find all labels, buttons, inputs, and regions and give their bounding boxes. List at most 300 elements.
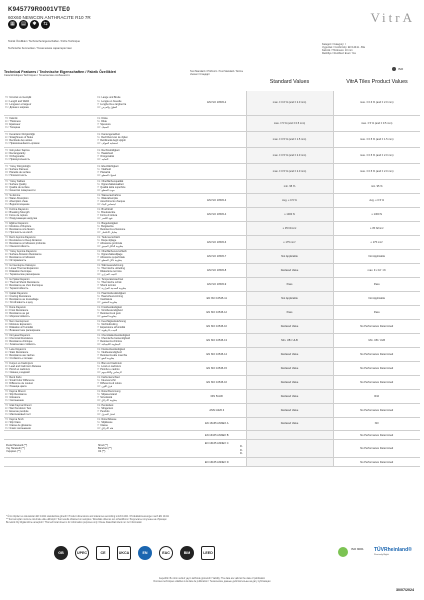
property-text: Kalınlık [9, 116, 18, 120]
language-code: FR [5, 423, 9, 427]
property-names-primary [4, 458, 96, 467]
table-row [4, 319, 420, 333]
language-code: FR [5, 368, 9, 371]
property-text: Slipklasse [101, 420, 113, 424]
property-name [97, 245, 187, 248]
property-text: Frost Resistance [9, 308, 29, 312]
property-text: Pedal Hareketli (**) [6, 444, 28, 447]
property-text: Qualità della superficie [100, 186, 126, 189]
property-text: Orthogonalité [9, 155, 25, 158]
property-text: Slip Class [9, 420, 21, 424]
property-names-secondary [96, 375, 188, 389]
property-text: Износостойкость [9, 245, 30, 249]
property-text: Su Emme [9, 193, 21, 197]
property-text: Морозостойкость [9, 315, 30, 319]
language-code: IT [97, 228, 100, 231]
table-row [4, 440, 420, 458]
property-text: فئة الانزلاق [101, 427, 114, 431]
cert-badge-ukca: UKCA [117, 546, 131, 560]
vitra-value: max. ± 5 % (and ± 0.5 mm) [333, 115, 420, 131]
language-code: EN [5, 322, 9, 326]
property-name [5, 329, 95, 332]
language-code: TR [5, 148, 9, 152]
language-code: AR [97, 231, 101, 235]
property-text: Frostbeständigkeit [101, 305, 122, 309]
language-code: IT [97, 155, 100, 158]
property-text: مقاومة تآكل السطح [101, 259, 123, 263]
standard-value: Declared Value [246, 263, 333, 277]
language-code: DE [97, 148, 101, 152]
test-standard: EN ISO 10545-3 [188, 193, 246, 207]
language-code: NL [97, 266, 101, 270]
property-text: Résistance au gel [9, 312, 30, 315]
property-text: Resistenza al gelo [100, 312, 121, 315]
language-code: TR [5, 403, 9, 407]
language-code: FR [5, 354, 9, 357]
language-code: DE [97, 347, 101, 351]
language-code: AR [97, 329, 101, 333]
table-row [4, 347, 420, 361]
property-text: Haarscheurvorming [101, 294, 124, 298]
property-text: Resistenza alle macchie [100, 354, 128, 357]
cert-badge-leed: LEED [201, 546, 215, 560]
vitra-value: max. ± 0.5 % (and ± 2.0 mm) [333, 163, 420, 179]
language-code: RU [5, 203, 9, 207]
language-code: DE [97, 249, 101, 253]
property-text: Diepe slijtage [101, 238, 117, 242]
slip-icon: ⇆ [41, 20, 50, 29]
property-names-primary [4, 221, 96, 235]
language-code: RU [5, 399, 9, 403]
language-code: RU [5, 385, 9, 389]
standard-value: max. ± 0.6 % (and ± 2.0 mm) [246, 91, 333, 115]
language-code: EN [5, 420, 9, 424]
property-text: Shock termico [100, 284, 117, 287]
language-code: NL [97, 280, 101, 284]
standard-value: Pass [246, 305, 333, 319]
vitra-value: ≥ 1300 N [333, 207, 420, 221]
tech-note [8, 36, 80, 50]
property-text: امتصاص الماء [101, 203, 116, 207]
property-name [5, 450, 95, 453]
property-text: Yapışkan (**) [6, 450, 21, 454]
property-text: Kırılma Dayanımı [9, 207, 29, 211]
test-standard: EN ISO 10545-8 [188, 263, 246, 277]
property-names-secondary [96, 91, 188, 115]
property-names-secondary [96, 179, 188, 193]
property-text: Force de rupture [9, 214, 28, 217]
test-standard: EN ISO 10545-9 [188, 277, 246, 291]
language-code: EN [5, 378, 9, 382]
property-name [5, 273, 95, 276]
property-text: Scivolosità [100, 396, 113, 399]
language-code: TR [5, 193, 9, 197]
language-code: FR [5, 396, 9, 399]
property-text: Rectitude des arêtes [9, 139, 33, 142]
property-text: Resistance to Deep Abrasion [9, 238, 42, 242]
property-text: Химическая стойкость [9, 343, 36, 347]
vitra-value: R10 [333, 389, 420, 403]
vitra-value: No Performance Determined [333, 431, 420, 440]
language-code: RU [5, 189, 9, 193]
property-text: Dilatazione termica [100, 270, 122, 273]
classification-line: Rektifiye / Rectified: Evet / Yes [322, 52, 356, 56]
property-text: Thermische schok [101, 280, 122, 284]
language-code: FR [5, 326, 9, 329]
language-code: EN [5, 406, 9, 410]
property-text: Absorption d'eau [9, 200, 29, 203]
table-row [4, 277, 420, 291]
property-text: Breaking Strength [9, 210, 30, 214]
standard-header: Test Standardı / Prüfnorm / Test Standard / Norme d'essai / Стандарт [190, 70, 244, 76]
property-text: Cavillatura [100, 298, 113, 301]
features-title: Technical Features / Technische Eigenschaften / Fabrik Özellikleri [4, 70, 117, 74]
language-code: RU [5, 142, 9, 146]
property-text: Kimyasal Dayanım [9, 333, 31, 337]
standard-values-header: Standard Values [269, 79, 310, 85]
language-code: FR [5, 242, 9, 245]
language-code: RU [5, 259, 9, 263]
property-name [97, 301, 187, 304]
property-names-primary [4, 375, 96, 389]
language-code: AR [97, 273, 101, 277]
property-text: Rectangularity [9, 151, 26, 155]
language-code: TR [5, 361, 9, 365]
language-code: AR [97, 385, 101, 389]
property-text: Résistance à la flexion [9, 228, 35, 231]
iso-label: ISO [398, 67, 404, 71]
language-code: EN [5, 182, 9, 186]
property-text: Yüzey Aşınma Dayanımı [9, 249, 37, 253]
table-row [4, 361, 420, 375]
property-text: Isıl Genleşme Katsayısı [9, 263, 36, 267]
tuv-tagline: Precisely Right. [374, 554, 390, 556]
test-standard: EN 16165 ANNEX B [188, 431, 246, 440]
cert-badge-upec: UPEC [75, 546, 89, 560]
publication-date: 30/07/2024 [396, 588, 414, 592]
property-text: Chemische bestendigheid [101, 336, 130, 340]
property-text: Spessore [100, 123, 111, 126]
language-code: AR [97, 203, 101, 207]
property-name [97, 450, 187, 453]
language-code: RU [5, 126, 9, 130]
property-text: Истираемость [9, 259, 27, 263]
property-name [5, 231, 95, 234]
standard-value: ≥ 35 N/mm² [246, 221, 333, 235]
property-name [5, 301, 95, 304]
table-row [4, 305, 420, 319]
property-text: Прочность на изгиб [9, 231, 33, 235]
tech-line: Technische Kenmerken / Технические характеристики [8, 47, 72, 51]
property-text: Oil (**) [98, 450, 106, 454]
property-text: مقاومة الانزلاق [101, 399, 117, 403]
property-text: Barefoot (**) [98, 447, 112, 451]
vitra-value: Pass [333, 277, 420, 291]
cert-badge-en: EN [138, 546, 152, 560]
property-text: Résistance au tressaillage [9, 298, 39, 301]
property-text: Surface Quality [9, 182, 27, 186]
property-text: Planarità [100, 171, 111, 174]
test-standard: EN ISO 10545-7 [188, 249, 246, 263]
property-text: Oppervlakteslijtage [101, 252, 123, 256]
language-code: IT [97, 354, 100, 357]
property-text: Vorstbestendigheid [101, 308, 123, 312]
language-code: IT [97, 382, 100, 385]
property-text: Length and Width [9, 99, 30, 103]
property-text: Влажностное расширение [9, 329, 41, 333]
language-code: DE [97, 263, 101, 267]
standard-value: max. ± 0.5 % (and ± 2.0 mm) [246, 163, 333, 179]
property-text: Résistance chimique [9, 340, 33, 343]
language-code: RU [5, 315, 9, 319]
language-code: NL [97, 119, 101, 123]
standard-value: Avg. ≤ 0.5 % [246, 193, 333, 207]
property-text: Скольжение [9, 399, 24, 403]
property-text: Kayma Sınıfı [9, 417, 24, 421]
property-text: Shod (**) [98, 444, 109, 447]
property-text: Islak Kayma Direnci [9, 403, 32, 407]
property-names-primary [4, 91, 96, 115]
language-code: AR [97, 399, 101, 403]
table-row [4, 375, 420, 389]
slip-rating: R- [239, 448, 243, 452]
test-standard [188, 179, 246, 193]
language-code: IT [97, 242, 100, 245]
property-text: Rechtheid van de zijden [101, 135, 128, 139]
property-text: Forza di rottura [100, 214, 118, 217]
property-text: مقاومة الصقيع [101, 315, 117, 319]
property-names-primary [4, 115, 96, 131]
language-code: IT [97, 340, 100, 343]
property-name [97, 158, 187, 161]
property-names-secondary [96, 291, 188, 305]
property-text: Tiefenverschleiß [101, 235, 120, 239]
language-code: DE [97, 361, 101, 365]
property-names-secondary [96, 305, 188, 319]
property-text: Vlakheid [101, 167, 111, 171]
language-code: FR [5, 256, 9, 259]
language-code: FR [5, 312, 9, 315]
vitra-value: Not Applicable [333, 249, 420, 263]
property-text: Buigsterkte [101, 224, 114, 228]
property-text: Derin Aşınma Dayanımı [9, 235, 36, 239]
property-names-secondary [96, 403, 188, 417]
iso-dot-icon [392, 67, 396, 71]
property-names-primary [4, 333, 96, 347]
language-code: RU [5, 371, 9, 375]
property-text: Fleckenbeständigkeit [101, 347, 125, 351]
vitra-value: Avg. ≤ 0.5 % [333, 193, 420, 207]
language-code: IT [97, 123, 100, 126]
property-names-secondary [96, 431, 188, 440]
standard-value: Declared Value [246, 361, 333, 375]
slip-rating: R- [239, 452, 243, 456]
table-row [4, 389, 420, 403]
property-text: Chemikalienbeständigkeit [101, 333, 130, 337]
property-name [97, 259, 187, 262]
language-code: AR [97, 217, 101, 221]
language-code: AR [97, 142, 101, 146]
table-row [4, 403, 420, 417]
property-text: Waterabsorptie [101, 196, 119, 200]
language-code: IT [97, 139, 100, 142]
property-text: Plomb et cadmium [9, 368, 31, 371]
standard-value: max. ± 5 % (and ± 0.5 mm) [246, 115, 333, 131]
property-text: جودة السطح [101, 189, 115, 193]
language-code: TR [5, 164, 9, 168]
property-names-primary [4, 207, 96, 221]
classification-line: Uygunluk / Conformity: EN 14411 - BIa [322, 46, 365, 50]
property-text: Wet Pendulum Test [9, 406, 32, 410]
language-code: EN [5, 392, 9, 396]
property-name [97, 371, 187, 374]
standard-value: max. ± 0.5 % (and ± 2.0 mm) [246, 147, 333, 163]
standard-value: Declared Value [246, 417, 333, 431]
vitra-value: max. ± 0.5 % (and ± 1.5 mm) [333, 131, 420, 147]
standard-value: ≤ 175 mm³ [246, 235, 333, 249]
language-code: EN [5, 252, 9, 256]
property-text: Dilatation thermique [9, 270, 32, 273]
language-code: FR [5, 298, 9, 301]
cert-badge-bim: BIM [180, 546, 194, 560]
property-names-primary [4, 361, 96, 375]
language-code: NL [97, 135, 101, 139]
language-code: FR [5, 155, 9, 158]
property-text: Différence de couleur [9, 382, 34, 385]
property-text: Glissance [9, 396, 21, 399]
vitra-value: min. 95 % [333, 179, 420, 193]
property-text: Lengte en breedte [101, 99, 122, 103]
property-names-primary [4, 347, 96, 361]
property-text: Bruchkraft [101, 207, 113, 211]
property-text: Moisture Expansion [9, 322, 32, 326]
property-names-primary [4, 131, 96, 147]
language-code: DE [97, 179, 101, 183]
language-code: IT [97, 423, 100, 427]
property-text: Lunghezza e larghezza [100, 102, 127, 106]
standard-value: Not Applicable [246, 291, 333, 305]
property-text: Classe de glissance [9, 423, 32, 427]
property-text: Свинец и кадмий [9, 371, 30, 375]
property-text: Kantengeradheit [101, 132, 120, 136]
property-name [5, 357, 95, 360]
language-code: NL [97, 392, 101, 396]
property-text: Lead and Cadmium Release [9, 364, 42, 368]
validity-note [0, 578, 424, 584]
language-code: EN [5, 238, 9, 242]
vitra-value: No Performance Determined [333, 375, 420, 389]
property-names-primary [4, 179, 96, 193]
property-text: Qualité de surface [9, 186, 30, 189]
property-text: الرصاص والكادميوم [101, 371, 122, 375]
language-code: DE [97, 403, 101, 407]
cert-badge-gb: GB [54, 546, 68, 560]
tuv-logo: TÜVRheinland® [374, 547, 412, 553]
language-code: FR [5, 228, 9, 231]
property-text: Yüzey Düzgünlüğü [9, 164, 31, 168]
table-row [4, 333, 420, 347]
property-text: فرق اللون [101, 385, 113, 389]
language-code: EN [5, 167, 9, 171]
language-code: EN [5, 135, 9, 139]
language-code: DE [97, 291, 101, 295]
table-row [4, 147, 420, 163]
standard-value: Declared Value [246, 389, 333, 403]
language-code: NL [97, 196, 101, 200]
language-code: NL [97, 167, 101, 171]
language-code: FR [5, 123, 9, 126]
language-code: DE [97, 164, 101, 168]
vitra-value: No Performance Determined [333, 403, 420, 417]
language-code: TR [5, 116, 9, 120]
property-text: Isıl Şoka Dayanım [9, 277, 30, 281]
property-text: Wärmeausdehnung [101, 263, 124, 267]
property-name [97, 343, 187, 346]
property-text: Planéité de surface [9, 171, 31, 174]
language-code: IT [97, 214, 100, 217]
technical-spec-table [4, 91, 420, 467]
property-text: Temperaturwechsel [101, 277, 124, 281]
language-code: DE [97, 221, 101, 225]
language-code: DE [97, 235, 101, 239]
test-standard: ANSI A326.3 [188, 403, 246, 417]
property-text: Kurşun ve Kadmiyum [9, 361, 34, 365]
property-names-secondary [96, 147, 188, 163]
property-text: Water Absorption [9, 196, 29, 200]
property-names-secondary [96, 115, 188, 131]
language-code: TR [5, 207, 9, 211]
validity-line: Geçerlilik: Bu ürün verileri yayın tarihinde günceldir / Validity: The data are valid at the date of publication [158, 578, 266, 580]
property-names-primary [4, 193, 96, 207]
cert-badge-ce: CE [96, 546, 110, 560]
property-name [5, 371, 95, 374]
language-code: EN [5, 99, 9, 103]
language-code: NL [97, 99, 101, 103]
language-code: IT [97, 200, 100, 203]
footnote: ** Test sonuçları numune üzerinde elde edilmiştir / Test results obtained on samples / Résultats obtenus sur échantillons / Результаты получены на образцах [6, 518, 167, 521]
language-code: RU [5, 287, 9, 291]
property-text: استواء السطح [101, 174, 117, 178]
property-name [5, 158, 95, 161]
property-text: Yay Hareketli (**) [6, 447, 25, 451]
language-code: NL [97, 420, 101, 424]
language-code: FR [5, 284, 9, 287]
vitra-value: ≥ 35 N/mm² [333, 221, 420, 235]
standard-value [246, 458, 333, 467]
table-row [4, 235, 420, 249]
language-code: AR [97, 245, 101, 249]
property-text: Résistance à l'abrasion profonde [9, 242, 46, 245]
language-code: RU [5, 217, 9, 221]
standard-value [246, 440, 333, 458]
property-text: Longueur et largeur [9, 102, 32, 106]
property-text: Farbunterschied [101, 375, 120, 379]
vitra-value: NO [333, 417, 420, 431]
property-text: مقاومة البقع [101, 357, 115, 361]
language-code: AR [97, 315, 101, 319]
table-row [4, 163, 420, 179]
property-text: Rutschhemmung [101, 389, 121, 393]
property-text: Pendolo [100, 410, 110, 413]
table-row [4, 207, 420, 221]
iso-cert-label: ISO 9001 [351, 547, 364, 551]
tech-line: Teknik Özellikler / Technische Eigenschaften / Fiche Technique [8, 40, 80, 43]
test-standard: EN ISO 10545-11 [188, 291, 246, 305]
property-text: Nem Genleşmesi [9, 319, 29, 323]
property-text: Rechtwinkligkeit [101, 148, 120, 152]
property-names-secondary [96, 361, 188, 375]
property-text: معامل الانكسار [101, 231, 118, 235]
